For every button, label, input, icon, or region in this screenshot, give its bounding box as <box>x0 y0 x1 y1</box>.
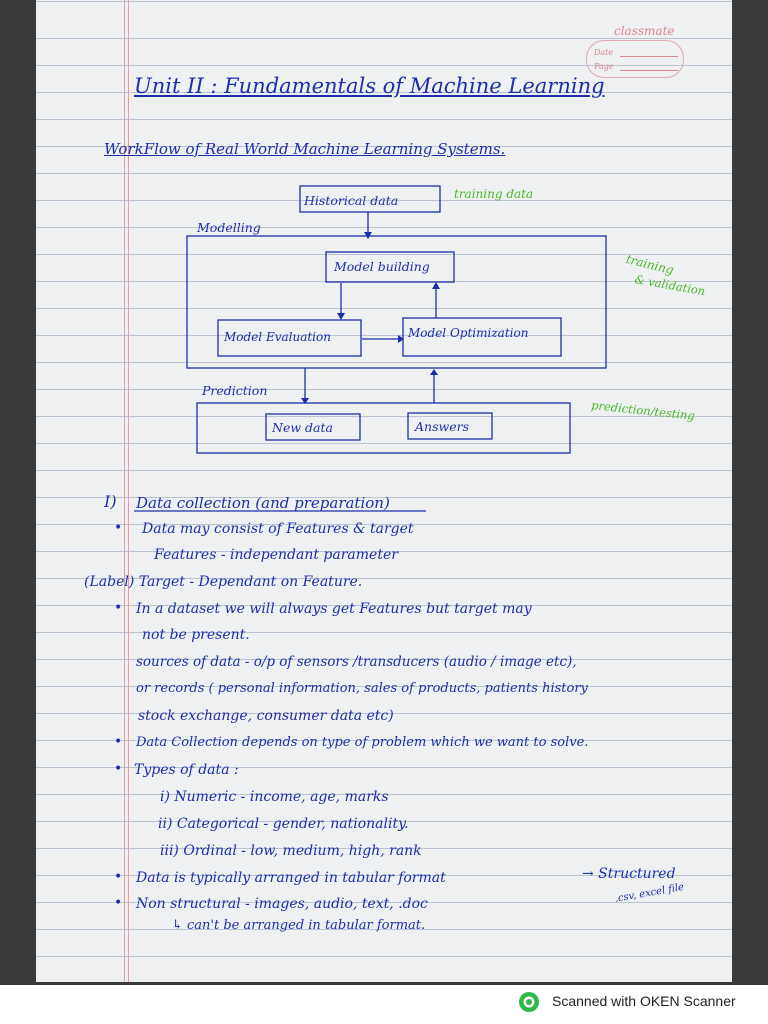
bullet: • <box>114 600 123 616</box>
note-line: (Label) Target - Dependant on Feature. <box>84 574 363 590</box>
bullet: • <box>114 869 123 885</box>
note-line: sources of data - o/p of sensors /transducers (audio / image etc), <box>136 654 577 670</box>
note-line: iii) Ordinal - low, medium, high, rank <box>160 843 422 859</box>
model-optimization-label: Model Optimization <box>408 326 529 340</box>
training-data-note: training data <box>454 187 534 201</box>
section-heading: Data collection (and preparation) <box>136 494 390 512</box>
note-line: In a dataset we will always get Features but target may <box>136 601 532 617</box>
training-note: training <box>624 252 676 278</box>
modelling-box <box>187 236 606 368</box>
brand-name: classmate <box>614 24 675 38</box>
note-line: ↳ can't be arranged in tabular format. <box>172 918 426 933</box>
model-building-label: Model building <box>334 259 430 274</box>
model-evaluation-label: Model Evaluation <box>224 330 331 344</box>
note-line: or records ( personal information, sales of products, patients history <box>136 681 588 696</box>
note-line: Non structural - images, audio, text, .doc <box>136 896 428 912</box>
validation-note: & validation <box>633 272 707 299</box>
note-line: stock exchange, consumer data etc) <box>138 708 394 724</box>
note-line: Types of data : <box>134 762 239 778</box>
bullet: • <box>114 520 123 536</box>
bullet: • <box>114 895 123 911</box>
note-line: Data Collection depends on type of problem which we want to solve. <box>136 735 589 750</box>
bullet: • <box>114 734 123 750</box>
prediction-box <box>197 403 570 453</box>
scanner-logo-icon <box>518 991 540 1013</box>
section-number: I) <box>104 492 117 511</box>
date-label: Date <box>594 48 614 57</box>
note-line: .csv, excel file <box>614 881 685 905</box>
section-subtitle: WorkFlow of Real World Machine Learning Systems. <box>104 140 506 158</box>
prediction-testing-note: prediction/testing <box>590 398 696 423</box>
new-data-label: New data <box>272 420 333 435</box>
note-line: Features - independant parameter <box>154 547 398 563</box>
note-line: i) Numeric - income, age, marks <box>160 789 389 805</box>
answers-label: Answers <box>415 419 469 434</box>
bullet: • <box>114 761 123 777</box>
scanner-watermark-text: Scanned with OKEN Scanner <box>552 993 736 1009</box>
page-title: Unit II : Fundamentals of Machine Learning <box>134 74 605 98</box>
note-line: Data is typically arranged in tabular format <box>136 870 446 886</box>
modelling-label: Modelling <box>197 220 261 235</box>
page-label: Page <box>594 62 614 71</box>
note-line: ii) Categorical - gender, nationality. <box>158 816 409 832</box>
note-line: → Structured <box>582 866 676 882</box>
note-line: not be present. <box>142 627 250 643</box>
note-line: Data may consist of Features & target <box>142 521 414 537</box>
historical-data-label: Historical data <box>304 193 399 208</box>
prediction-label: Prediction <box>202 383 268 398</box>
